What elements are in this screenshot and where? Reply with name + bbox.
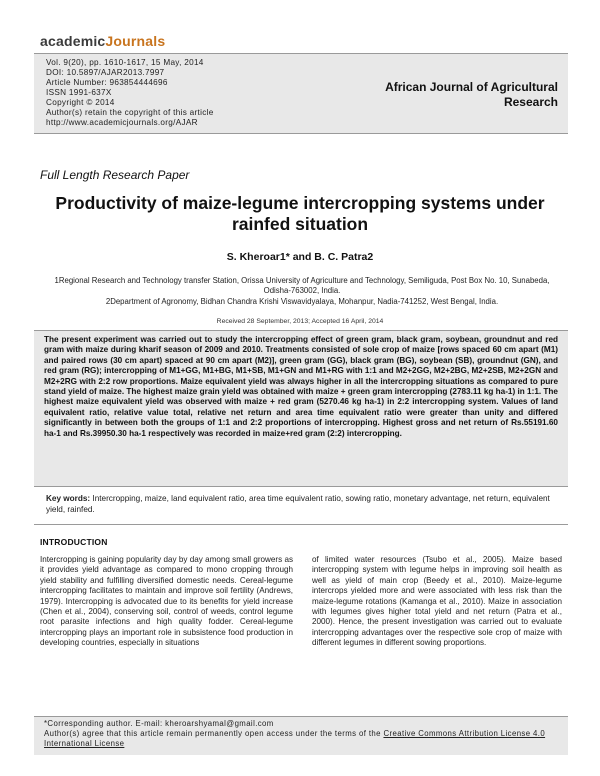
issn: ISSN 1991-637X (46, 88, 112, 97)
authors (40, 251, 560, 263)
license-link[interactable]: Creative Commons Attribution License 4.0 International License (44, 729, 546, 748)
received-accepted-dates: Received 28 September, 2013; Accepted 16 April, 2014 (216, 318, 384, 325)
section-heading-introduction: INTRODUCTION (40, 537, 108, 547)
paper-type: Full Length Research Paper (40, 168, 190, 182)
affiliations (52, 276, 552, 307)
footnote (44, 719, 558, 749)
license-prefix: Author(s) agree that this article remain permanently open access under the terms of the (44, 729, 381, 738)
logo-part-journals: Journals (105, 33, 166, 49)
article-metadata (46, 58, 214, 128)
keywords (46, 494, 558, 515)
affiliation-2: 2Department of Agronomy, Bidhan Chandra Krishi Viswavidyalaya, Mohanpur, Nadia-741252, West Bengal, India. (105, 297, 499, 306)
intro-column-left: Intercropping is gaining popularity day by day among small growers as it provides yield advantage as compared to mono cropping through yield stability and fulfilling diversified domestic needs. Cereal-legume intercropping facilitates to maintain and improve soil fertility (Andrews, 1979). Intercropping is advocated due to its benefits for yield increase (Chen et al., 2004), conserving soil, control of weeds, control legume root parasite infections and high quality fodder. Cereal-legume intercropping plays an important role in subsistence food production in developing countries, especially in situations (40, 555, 293, 648)
affiliation-1: 1Regional Research and Technology transfer Station, Orissa University of Agriculture and Technology, Semiliguda, Post Box No. 10, Sunabeda, Odisha-763002, India. (54, 276, 550, 295)
copyright: Copyright © 2014 (46, 98, 115, 107)
publisher-logo (40, 33, 165, 49)
journal-name: African Journal of Agricultural Research (385, 80, 558, 109)
rights-statement: Author(s) retain the copyright of this article (46, 108, 214, 117)
logo-part-academic: academic (40, 33, 106, 49)
keywords-label: Key words: (46, 494, 91, 503)
intro-column-right: of limited water resources (Tsubo et al., 2005). Maize based intercropping system with legume helps in improving soil health as well as yield of main crop (Beedy et al., 2010). Maize-legume intercrops yielded more and were associated with less risk than the maize-legume rotations (Kamanga et al., 2010). Maize in association with legumes gives higher total yield and net return (Patra et al., 2000). Hence, the present investigation was carried out to evaluate intercropping advantages over the respective sole crop of maize with different legumes in different sowing proportions. (312, 555, 562, 648)
keywords-list: Intercropping, maize, land equivalent ratio, area time equivalent ratio, sowing ratio, monetary advantage, net return, equivalent yield, rainfed. (46, 494, 550, 514)
section-divider (34, 524, 568, 525)
doi: DOI: 10.5897/AJAR2013.7997 (46, 68, 165, 77)
journal-url[interactable]: http://www.academicjournals.org/AJAR (46, 118, 198, 127)
license-statement (44, 729, 558, 749)
author-names: S. Kheroar1* and B. C. Patra2 (226, 251, 374, 263)
volume-info: Vol. 9(20), pp. 1610-1617, 15 May, 2014 (46, 58, 204, 67)
paper-title: Productivity of maize-legume intercropping systems under rainfed situation (55, 193, 545, 234)
abstract-text: The present experiment was carried out to study the intercropping effect of green gram, black gram, soybean, groundnut and red gram with maize during kharif season of 2009 and 2010. Treatments consisted of sole crop of maize [rows spaced 60 cm apart (M1) and paired rows (30 cm apart) spaced at 90 cm apart (M2)], green gram (GG), black gram (BG), soybean (SB), groundnut (GN), and red gram (RG); intercropping of M1+GG, M1+BG, M1+SB, M1+GN and M1+RG with 1:1 and M2+2GG, M2+2BG, M2+2SB, M2+2GN and M2+2RG with 2:2 row proportions. Maize equivalent yield was always higher in all the intercropping situations as compared to pure stand yield of maize. The highest maize grain yield was obtained with maize + green gram intercropping (2783.11 kg ha-1) in 1:1. The highest maize equivalent yield was observed with maize + red gram (5270.46 kg ha-1) in 2:2 intercropping system. Values of land equivalent ratio, relative value total, relative net return and area time equivalent ratio were greater than unity and differed significantly in between both the groups of 1:1 and 2:2 proportions of intercropping. Highest gross and net return of Rs.55191.60 ha-1 and Rs.39950.30 ha-1 respectively was recorded in maize+red gram (2:2) intercropping. (44, 335, 558, 438)
corresponding-author: *Corresponding author. E-mail: kheroarshyamal@gmail.com (44, 719, 274, 728)
article-number: Article Number: 963854444696 (46, 78, 168, 87)
